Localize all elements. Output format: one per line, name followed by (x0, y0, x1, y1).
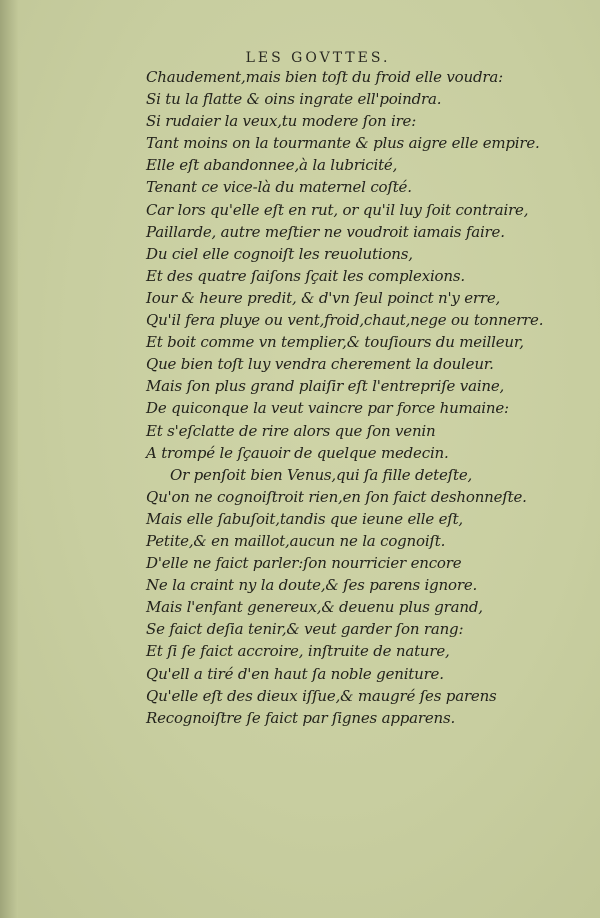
verse-line: Et ſi ſe faict accroire, inſtruite de nature, (146, 642, 450, 661)
verse-line: Car lors qu'elle eſt en rut, or qu'il luy ſoit contraire, (146, 200, 529, 219)
verse-line: Paillarde, autre meſtier ne voudroit iamais faire. (146, 222, 505, 241)
verse-line: Et boit comme vn templier,& touſiours du meilleur, (146, 333, 524, 352)
verse-line: Que bien toſt luy vendra cherement la douleur. (146, 355, 494, 374)
verse-line: Iour & heure predit, & d'vn ſeul poinct n'y erre, (146, 288, 501, 307)
verse-line: Du ciel elle cognoiſt les reuolutions, (146, 244, 413, 263)
running-head: LES GOVTTES. (245, 50, 391, 66)
verse-line: Si tu la flatte & oins ingrate ell'poindra. (146, 90, 442, 109)
verse-line: Recognoiſtre ſe faict par ſignes apparens. (146, 708, 456, 727)
verse-line: Qu'on ne cognoiſtroit rien,en ſon faict deshonneſte. (146, 487, 527, 506)
verse-line: Qu'elle eſt des dieux iſſue,& maugré ſes parens (146, 686, 497, 705)
verse-line: Qu'ell a tiré d'en haut ſa noble geniture. (146, 664, 444, 683)
verse-line: Et s'eſclatte de rire alors que ſon venin (146, 421, 436, 440)
verse-line: Tant moins on la tourmante & plus aigre elle empire. (146, 134, 540, 153)
verse-line: Et des quatre ſaiſons ſçait les complexions. (146, 266, 465, 285)
verse-line: Se faict deſia tenir,& veut garder ſon rang: (146, 620, 464, 639)
page-gutter-shadow (0, 0, 18, 918)
verse-line: Chaudement,mais bien toſt du froid elle voudra: (146, 68, 503, 86)
verse-line: Mais l'enfant genereux,& deuenu plus grand, (146, 598, 483, 617)
verse-line: Si rudaier la veux,tu modere ſon ire: (146, 112, 417, 131)
verse-line: Or penſoit bien Venus,qui ſa fille deteſte, (170, 465, 473, 484)
verse-line: Mais elle ſabuſoit,tandis que ieune elle eſt, (146, 509, 464, 528)
verse-line: Elle eſt abandonnee,à la lubricité, (146, 156, 398, 175)
verse-line: Petite,& en maillot,aucun ne la cognoiſt. (146, 531, 446, 550)
verse-line: A trompé le ſçauoir de quelque medecin. (146, 443, 449, 462)
verse-line: De quiconque la veut vaincre par force humaine: (146, 399, 509, 418)
verse-line: Mais ſon plus grand plaiſir eſt l'entrepriſe vaine, (146, 377, 505, 396)
verse-line: Tenant ce vice-là du maternel coſté. (146, 178, 412, 197)
verse-line: Ne la craint ny la doute,& ſes parens ignore. (146, 576, 478, 595)
verse-line: Qu'il fera pluye ou vent,froid,chaut,nege ou tonnerre. (146, 311, 544, 330)
verse-line: D'elle ne faict parler:ſon nourricier encore (146, 554, 462, 573)
poem-verses (146, 66, 586, 729)
